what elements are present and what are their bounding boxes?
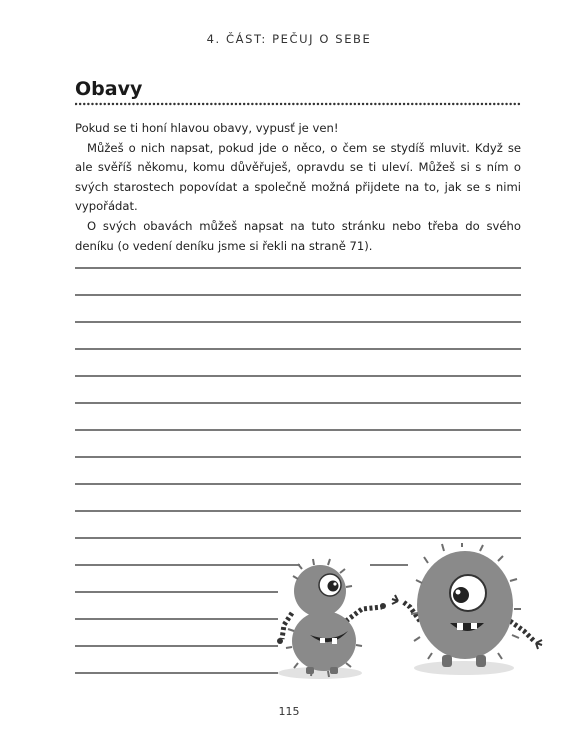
page-title: Obavy [75, 78, 143, 100]
small-monster-icon [277, 559, 386, 677]
big-monster-icon [392, 543, 542, 667]
paragraph-intro: Pokud se ti honí hlavou obavy, vypusť je ven! [75, 121, 339, 135]
running-head: 4. ČÁST: PEČUJ O SEBE [206, 32, 372, 46]
page-number: 115 [278, 705, 300, 718]
paragraph-diary: O svých obavách můžeš napsat na tuto stránku nebo třeba do svého deníku (o vedení deníku jsme si řekli na straně 71). [75, 218, 521, 253]
monsters-illustration [262, 543, 562, 683]
paragraph-sharing: Můžeš o nich napsat, pokud jde o něco, o čem se stydíš mluvit. Když se ale svěříš někomu, komu důvěřuješ, opravdu se ti uleví. Můžeš si s ním o svých starostech popovídat a společně možná přijdete na to, jak se s nimi vypořádat. [75, 140, 521, 214]
